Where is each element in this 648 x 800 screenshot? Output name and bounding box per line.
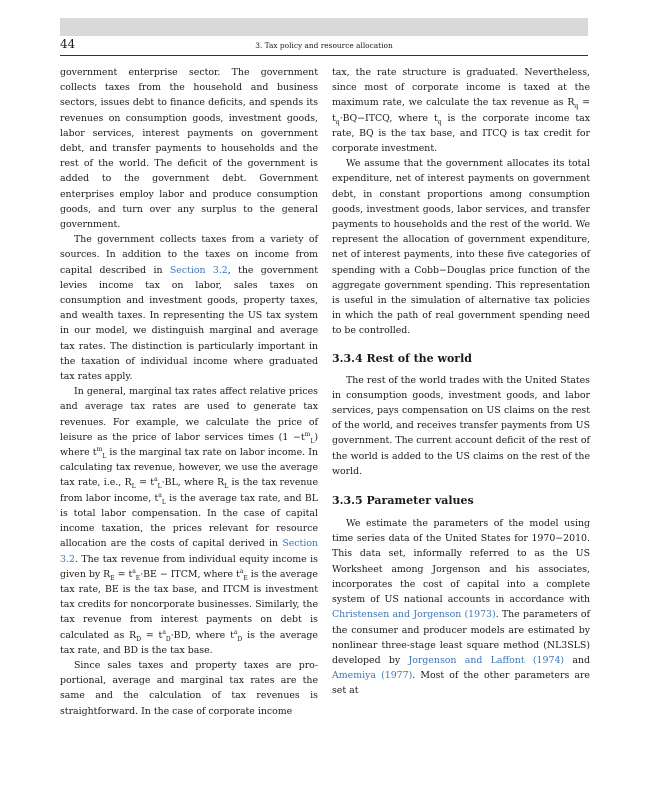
text-run: The rest of the world trades with the United States in consumption goods, investment goods, and labor services, pays compensation on US claims on the rest of the world, and receives transfer payments from US government. The current account deficit of the rest of the world is added to the US claims on the rest of the world. bbox=[332, 374, 590, 477]
citation-link[interactable]: Christensen and Jorgenson (1973) bbox=[332, 609, 496, 621]
text-run: is the average tax rate, and BL is total labor compensation. In the case of capital income taxation, the prices relevant for resource allocation are the costs of capital derived in bbox=[60, 492, 318, 550]
superscript: a bbox=[154, 476, 158, 484]
text-run: is the average tax rate, BE is the tax base, and ITCM is investment tax credits for noncorporate businesses. Similarly, the tax revenue from interest payments on debt is calculated as R bbox=[60, 568, 318, 641]
text-run: We estimate the parameters of the model using time series data of the United States for 1970−2010. This data set, informally referred to as the US Worksheet among Jorgenson and his associates, incorporates the cost of capital into a complete system of US national accounts in accordance with bbox=[332, 518, 590, 606]
superscript: a bbox=[132, 567, 136, 575]
subscript: L bbox=[131, 483, 136, 491]
right-column bbox=[332, 65, 590, 699]
citation-link[interactable]: Section 3.2 bbox=[60, 538, 318, 565]
text-run: ·BL, where R bbox=[161, 477, 225, 489]
superscript: a bbox=[239, 567, 244, 575]
text-run: and bbox=[564, 654, 590, 666]
subscript: L bbox=[161, 498, 166, 506]
text-run: . Most of the other parameters are set at bbox=[332, 670, 590, 697]
subscript: D bbox=[165, 635, 171, 643]
header-rule bbox=[60, 55, 588, 56]
section-heading: 3.3.4 Rest of the world bbox=[332, 351, 472, 365]
paragraph bbox=[332, 65, 590, 156]
text-run: is the tax revenue from labor income, t bbox=[60, 477, 318, 504]
citation-link[interactable]: Jorgenson and Laffont (1974) bbox=[408, 654, 565, 666]
superscript: a bbox=[162, 628, 166, 636]
text-run: = t bbox=[332, 97, 590, 124]
paragraph bbox=[60, 65, 318, 232]
subscript: D bbox=[136, 635, 141, 643]
subscript: E bbox=[243, 574, 248, 582]
text-run: ·BQ−ITCQ, where t bbox=[339, 112, 438, 124]
citation-link[interactable]: Amemiya (1977) bbox=[332, 670, 413, 682]
subscript: L bbox=[310, 437, 315, 445]
paragraph bbox=[332, 516, 590, 698]
subscript: L bbox=[224, 483, 229, 491]
text-run: = t bbox=[135, 477, 155, 489]
text-run: ·BD, where t bbox=[170, 629, 234, 641]
text-run: The government collects taxes from a variety of sources. In addition to the taxes on income from capital described in bbox=[60, 234, 318, 276]
paragraph bbox=[60, 384, 318, 658]
section-heading: 3.3.5 Parameter values bbox=[332, 494, 474, 508]
subscript: L bbox=[157, 483, 162, 491]
text-run: ) where t bbox=[60, 431, 318, 459]
text-run: is the corporate income tax rate, BQ is the tax base, and ITCQ is tax credit for corporate investment. bbox=[332, 112, 591, 155]
text-run: In general, marginal tax rates affect relative prices and average tax rates are used to generate tax revenues. For example, we calculate the price of leisure as the price of labor services times (1 −t bbox=[60, 386, 318, 443]
superscript: m bbox=[304, 430, 311, 438]
text-run: tax, the rate structure is graduated. Nevertheless, since most of corporate income is taxed at the maximum rate, we calculate the tax revenue as R bbox=[332, 67, 590, 109]
text-run: Since sales taxes and property taxes are proportional, average and marginal tax rates are the same and the calculation of tax revenues is straightforward. In the case of corporate income bbox=[60, 659, 318, 717]
text-run: . The parameters of the consumer and producer models are estimated by nonlinear three-stage least square method (NL3SLS) developed by bbox=[332, 609, 590, 666]
paragraph bbox=[332, 156, 590, 338]
text-run: ·BE − ITCM, where t bbox=[140, 568, 240, 580]
text-run: We assume that the government allocates its total expenditure, net of interest payments on government debt, in constant proportions among consumption goods, investment goods, labor services, and transfer payments to households and the rest of the world. We represent the allocation of government expenditure, net of interest payments, into these five categories of spending with a Cobb−Douglas price function of the aggregate government spending. This representation is useful in the simulation of alternative tax policies in which the path of real government spending need to be controlled. bbox=[332, 158, 590, 337]
superscript: a bbox=[233, 628, 238, 636]
subscript: q bbox=[437, 118, 442, 126]
subscript: E bbox=[135, 574, 141, 582]
running-head: 3. Tax policy and resource allocation bbox=[255, 41, 393, 50]
paragraph bbox=[60, 232, 318, 384]
subscript: E bbox=[110, 574, 115, 582]
text-run: = t bbox=[141, 629, 163, 641]
text-run: = t bbox=[114, 568, 133, 580]
superscript: m bbox=[96, 445, 103, 453]
citation-link[interactable]: Section 3.2 bbox=[169, 264, 228, 276]
paragraph bbox=[332, 373, 590, 479]
text-run: , the government levies income tax on labor, sales taxes on consumption and investment goods, property taxes, and wealth taxes. In representing the US tax system in our model, we distinguish marginal and average tax rates. The distinction is particularly important in the taxation of individual income where graduated tax rates apply. bbox=[60, 264, 319, 383]
page-number: 44 bbox=[60, 37, 76, 51]
left-column bbox=[60, 65, 318, 719]
text-run: . The tax revenue from individual equity income is given by R bbox=[60, 553, 318, 580]
text-run: is the average tax rate, and BD is the tax base. bbox=[60, 629, 318, 656]
superscript: a bbox=[158, 491, 162, 499]
header-bar bbox=[60, 18, 588, 36]
subscript: q bbox=[335, 118, 340, 126]
paragraph bbox=[60, 658, 318, 719]
text-run: government enterprise sector. The government collects taxes from the household and business sectors, issues debt to finance deficits, and spends its revenues on consumption goods, investment goods, labor services, interest payments on government debt, and transfer payments to households and the rest of the world. The deficit of the government is added to the government debt. Government enterprises employ labor and produce consumption goods, and turn over any surplus to the general government. bbox=[60, 67, 318, 231]
subscript: L bbox=[102, 452, 107, 460]
text-run: is the marginal tax rate on labor income. In calculating tax revenue, however, we use the average tax rate, i.e., R bbox=[60, 447, 318, 489]
subscript: q bbox=[574, 103, 579, 111]
subscript: D bbox=[237, 635, 243, 643]
